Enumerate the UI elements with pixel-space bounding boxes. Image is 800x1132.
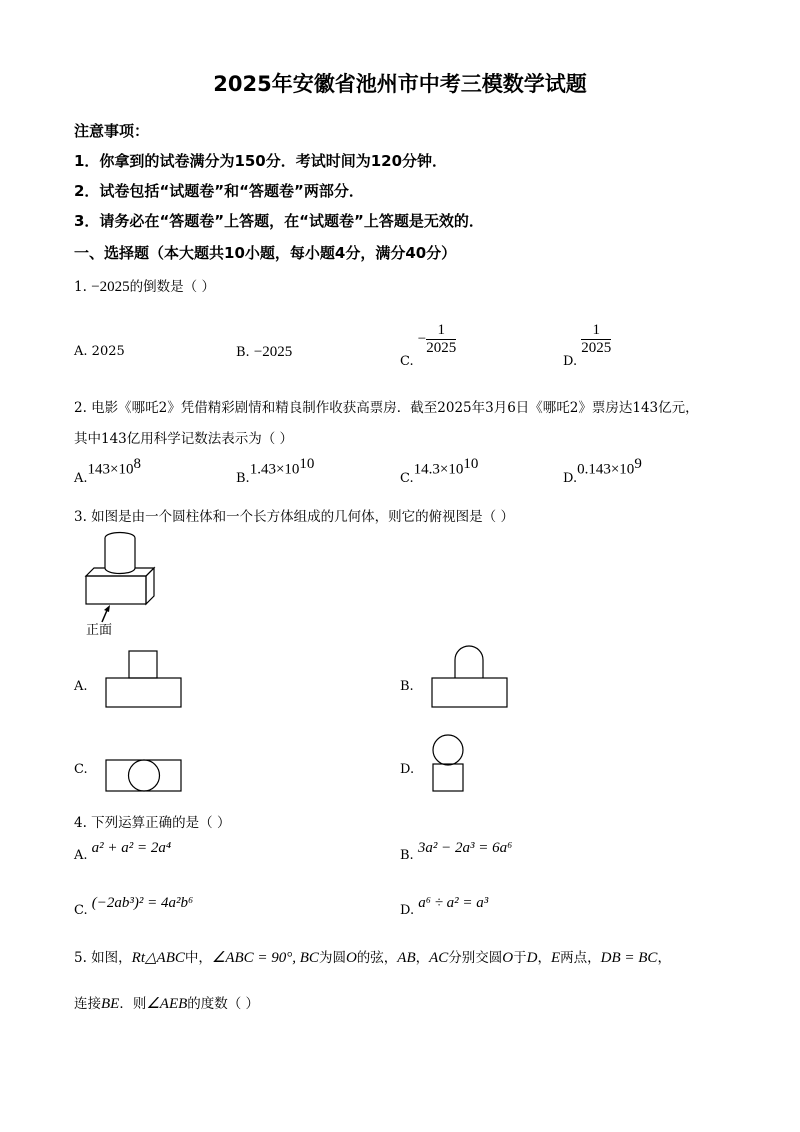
q3-option-d-label[interactable]: D. xyxy=(400,762,415,777)
q3-option-a-label[interactable]: A. xyxy=(74,679,88,694)
q4-option-a[interactable]: A. a² + a² = 2a⁴ xyxy=(74,840,172,863)
q1-option-c[interactable]: C. − $\frac{1}{2025}$ xyxy=(400,322,457,369)
q3-option-d-figure[interactable] xyxy=(430,734,470,794)
notes-heading: 注意事项： xyxy=(74,122,150,140)
q3-option-c-label[interactable]: C. xyxy=(74,762,88,777)
section-heading: 一、选择题（本大题共10小题，每小题4分，满分40分） xyxy=(74,244,457,262)
note-2: 2．试卷包括“试题卷”和“答题卷”两部分． xyxy=(74,182,364,200)
q2-option-d[interactable]: $D.0.143\times 10^9$ xyxy=(563,456,642,487)
q1-option-b[interactable]: B. −2025 xyxy=(236,344,293,360)
question-5-line2: 连接BE．则∠AEB的度数（ ） xyxy=(74,996,260,1012)
q1-option-a[interactable]: A. 2025 xyxy=(74,344,125,359)
q4-option-c[interactable]: C. (−2ab³)² = 4a²b⁶ xyxy=(74,895,194,918)
q4-option-d[interactable]: D. a⁶ ÷ a² = a³ xyxy=(400,895,489,918)
question-2-line1: 2. 电影《哪吒2》凭借精彩剧情和精良制作收获高票房．截至2025年3月6日《哪吒2》票房达143亿元， xyxy=(74,400,699,416)
q3-option-b-label[interactable]: B. xyxy=(400,679,414,694)
note-3: 3．请务必在“答题卷”上答题，在“试题卷”上答题是无效的． xyxy=(74,212,484,230)
question-4: 4. 下列运算正确的是（ ） xyxy=(74,815,231,831)
question-5-line1: 5. 如图，Rt△ABC中，∠ABC = 90°, BC为圆O的弦，AB，AC分别交圆O于D，E两点，DB = BC， xyxy=(74,950,671,966)
q3-option-c-figure[interactable] xyxy=(104,758,184,794)
q1-expression: −2025 xyxy=(91,279,130,295)
question-1: 1. −2025的倒数是（ ） xyxy=(74,279,215,295)
page-title: 2025年安徽省池州市中考三模数学试题 xyxy=(213,72,587,96)
note-1: 1．你拿到的试卷满分为150分．考试时间为120分钟． xyxy=(74,152,448,170)
q4-option-b[interactable]: B. 3a² − 2a³ = 6a⁶ xyxy=(400,840,513,863)
q2-option-a[interactable]: $A.143\times 10^8$ xyxy=(74,456,141,487)
q1-option-d[interactable]: D. $\frac{1}{2025}$ xyxy=(563,322,612,369)
question-3: 3. 如图是由一个圆柱体和一个长方体组成的几何体，则它的俯视图是（ ） xyxy=(74,509,514,525)
q3-option-b-figure[interactable] xyxy=(430,644,510,710)
q2-option-c[interactable]: $C.14.3\times 10^{10}$ xyxy=(400,456,479,487)
front-label: 正面 xyxy=(86,623,113,638)
q2-option-b[interactable]: $B.1.43\times 10^{10}$ xyxy=(236,456,315,487)
question-2-line2: 其中143亿用科学记数法表示为（ ） xyxy=(74,431,294,447)
q3-option-a-figure[interactable] xyxy=(104,650,184,710)
